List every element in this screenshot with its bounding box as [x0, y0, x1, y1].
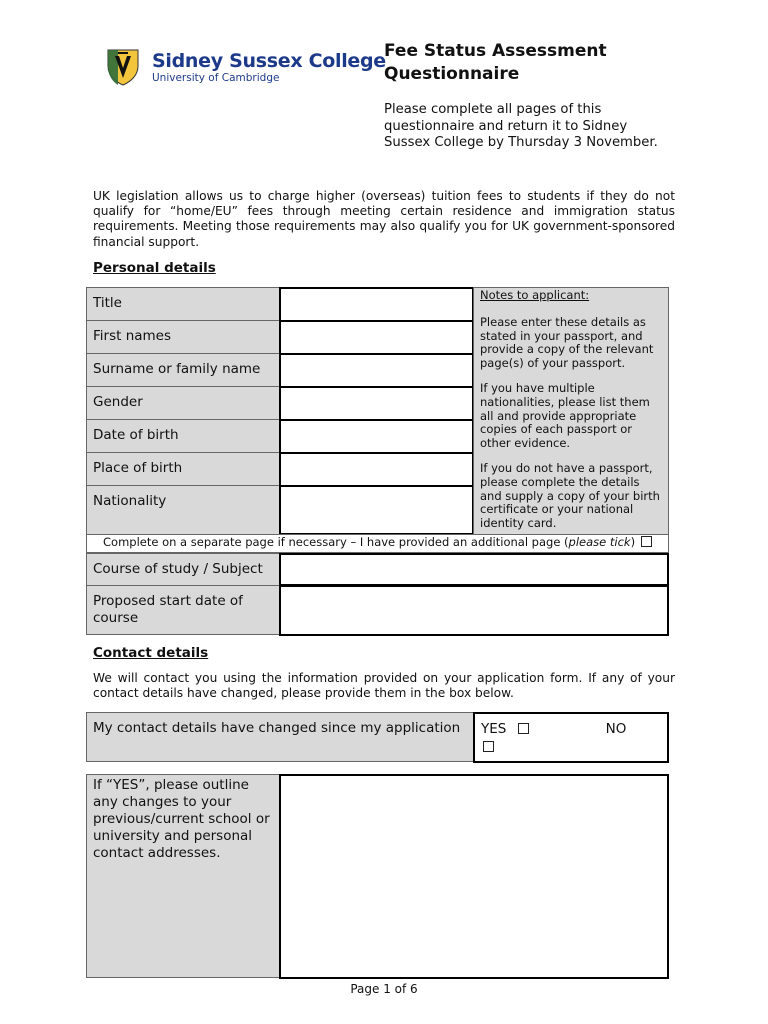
note-passport: Please enter these details as stated in your passport, and provide a copy of the relevant page(s) of your passport.: [480, 314, 654, 371]
start-date-input[interactable]: [279, 585, 669, 636]
surname-label: Surname or family name: [86, 353, 280, 387]
first-names-input[interactable]: [279, 320, 474, 355]
personal-details-heading: Personal details: [93, 260, 216, 276]
place-of-birth-input[interactable]: [279, 452, 474, 487]
note-multiple-nationalities: If you have multiple nationalities, please list them all and provide appropriate copies of each passport or other evidence.: [480, 380, 650, 451]
start-date-label: Proposed start date of course: [86, 585, 280, 635]
intro-text: Please complete all pages of this questionnaire and return it to Sidney Sussex College by Thursday 3 November.: [384, 102, 658, 150]
nationality-label: Nationality: [86, 485, 280, 535]
shield-icon: [106, 48, 140, 86]
place-of-birth-label: Place of birth: [86, 452, 280, 486]
contact-intro: We will contact you using the information provided on your application form. If any of your contact details have changed, please provide them in the box below.: [93, 671, 675, 701]
please-tick-text: please tick: [568, 535, 631, 549]
contact-details-heading: Contact details: [93, 645, 209, 661]
page-title-line2: Questionnaire: [384, 64, 520, 84]
first-names-label: First names: [86, 320, 280, 354]
notes-title: Notes to applicant:: [480, 288, 590, 302]
college-logo: [106, 48, 386, 88]
contact-changed-label: My contact details have changed since my application: [86, 712, 474, 762]
additional-page-text: Complete on a separate page if necessary – I have provided an additional page (: [103, 535, 569, 549]
no-checkbox[interactable]: [483, 741, 494, 752]
additional-page-row: [86, 534, 669, 553]
additional-page-close: ): [630, 535, 636, 549]
page-number: Page 1 of 6: [350, 982, 418, 996]
logo-subtitle: University of Cambridge: [152, 72, 280, 84]
no-label: NO: [605, 721, 627, 737]
surname-input[interactable]: [279, 353, 474, 388]
contact-changed-choice: [473, 712, 669, 763]
logo-name: Sidney Sussex College: [152, 50, 386, 72]
date-of-birth-input[interactable]: [279, 419, 474, 454]
page-title: [384, 40, 684, 86]
date-of-birth-label: Date of birth: [86, 419, 280, 453]
note-no-passport: If you do not have a passport, please complete the details and supply a copy of your birth certificate or your national identity card.: [480, 460, 660, 531]
gender-input[interactable]: [279, 386, 474, 421]
title-input[interactable]: [279, 287, 474, 322]
gender-label: Gender: [86, 386, 280, 420]
course-label: Course of study / Subject: [86, 553, 280, 586]
notes-to-applicant: [473, 287, 669, 535]
course-input[interactable]: [279, 553, 669, 586]
legal-text: UK legislation allows us to charge higher (overseas) tuition fees to students if they do not qualify for “home/EU” fees through meeting certain residence and immigration status requirements. Meeting those requirements may also qualify you for UK government-sponsored financial support.: [93, 189, 675, 249]
outline-changes-label: If “YES”, please outline any changes to your previous/current school or university and personal contact addresses.: [86, 774, 280, 978]
yes-checkbox[interactable]: [518, 723, 529, 734]
outline-changes-input[interactable]: [279, 774, 669, 979]
nationality-input[interactable]: [279, 485, 474, 535]
page-title-line1: Fee Status Assessment: [384, 41, 607, 61]
title-label: Title: [86, 287, 280, 321]
additional-page-checkbox[interactable]: [641, 536, 652, 547]
yes-label: YES: [481, 721, 507, 737]
